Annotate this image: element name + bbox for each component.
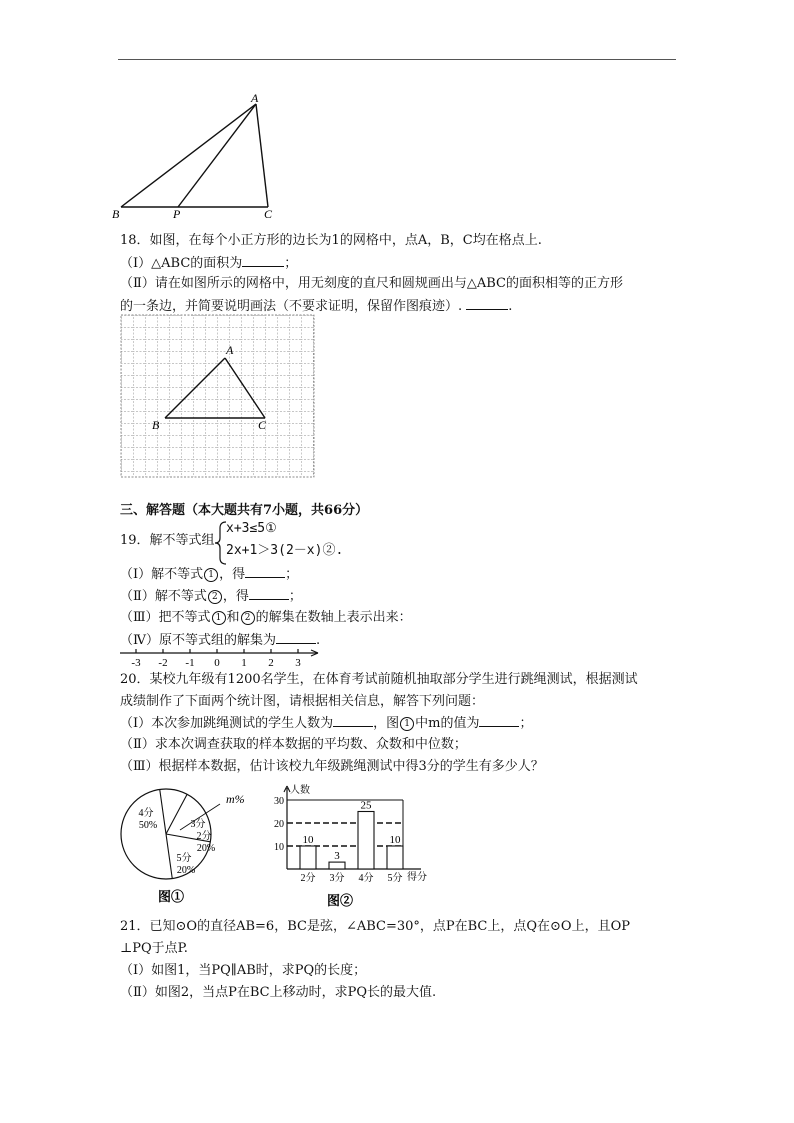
number-line-tick-label: 1 <box>241 657 247 669</box>
pie-slice-label: 2分 <box>196 831 212 842</box>
pie-slice-label: 5分 <box>176 853 192 864</box>
header-rule <box>118 59 676 60</box>
bar-value-label: 10 <box>302 834 314 846</box>
q18-part2-line2: 的一条边，并简要说明画法（不要求证明，保留作图痕迹）. . <box>120 299 513 314</box>
q19-part4: （Ⅳ）原不等式组的解集为 . <box>120 633 321 648</box>
bar-value-label: 25 <box>360 799 372 812</box>
pie-slice-value: 50% <box>138 820 158 831</box>
q21-part2: （Ⅱ）如图2，当点P在BC上移动时，求PQ长的最大值. <box>120 985 437 1000</box>
q21-part1: （Ⅰ）如图1，当PQ∥AB时，求PQ的长度； <box>120 963 367 978</box>
number-line-tick-label: 3 <box>295 657 301 669</box>
q20-line1: 20．某校九年级有1200名学生，在体育考试前随机抽取部分学生进行跳绳测试，根据测试 <box>120 672 638 687</box>
pie-chart <box>118 782 248 907</box>
q21-line2: ⊥PQ于点P. <box>120 941 188 956</box>
label-b: B <box>112 207 120 221</box>
grid-figure <box>118 312 318 480</box>
number-line-tick-label: -1 <box>185 657 195 669</box>
y-tick-label: 30 <box>274 796 284 807</box>
q18-stem: 18．如图，在每个小正方形的边长为1的网格中，点A，B，C均在格点上. <box>120 233 542 248</box>
q19-stem: 19．解不等式组 <box>120 533 215 548</box>
q20-part2: （Ⅱ）求本次调查获取的样本数据的平均数、众数和中位数； <box>120 737 467 752</box>
bar <box>300 846 316 869</box>
number-line-tick-label: -2 <box>158 657 168 669</box>
y-tick-label: 20 <box>274 819 284 830</box>
pie-slice-label: 3分 <box>190 819 206 830</box>
x-tick-label: 2分 <box>300 873 316 884</box>
q18-part2-line1: （Ⅱ）请在如图所示的网格中，用无刻度的直尺和圆规画出与△ABC的面积相等的正方形 <box>120 276 623 291</box>
label-a: A <box>251 91 259 105</box>
grid-label-b: B <box>152 418 160 432</box>
pie-slice-value: m% <box>226 792 245 806</box>
number-line <box>118 647 328 669</box>
q19-inequality-1: x+3≤5① <box>226 521 277 536</box>
q19-inequality-2: 2x+1＞3(2－x)②. <box>226 543 344 558</box>
label-p: P <box>173 207 181 221</box>
number-line-tick-label: 0 <box>214 657 220 669</box>
x-tick-label: 3分 <box>329 873 345 884</box>
y-tick-label: 10 <box>274 842 284 853</box>
pie-caption: 图① <box>158 889 185 904</box>
pie-slice-label: 4分 <box>138 808 154 819</box>
triangle-figure <box>110 88 290 223</box>
q19-part3: （Ⅲ）把不等式 1 和 2 的解集在数轴上表示出来： <box>120 610 412 625</box>
q20-part1: （Ⅰ）本次参加跳绳测试的学生人数为 ，图 1 中m的值为 ； <box>120 716 533 731</box>
pie-slice-value: 20% <box>196 843 216 854</box>
x-tick-label: 5分 <box>387 873 403 884</box>
bar-chart <box>255 782 430 910</box>
bar <box>387 846 403 869</box>
number-line-tick-label: 2 <box>268 657 274 669</box>
q19-part2: （Ⅱ）解不等式 2 ，得 ； <box>120 589 302 604</box>
q18-part1: （Ⅰ）△ABC的面积为 ； <box>120 256 298 271</box>
q19-part1: （Ⅰ）解不等式 1 ，得 ； <box>120 567 299 582</box>
q20-part3: （Ⅲ）根据样本数据，估计该校九年级跳绳测试中得3分的学生有多少人？ <box>120 759 544 774</box>
bar <box>329 862 345 869</box>
pie-slice-value: 20% <box>176 865 196 876</box>
bar-value-label: 3 <box>334 850 340 863</box>
bar-caption: 图② <box>327 893 354 908</box>
bar <box>358 812 374 870</box>
q21-line1: 21．已知⊙O的直径AB=6，BC是弦，∠ABC=30°，点P在BC上，点Q在⊙O上，且OP <box>120 919 630 934</box>
q20-line2: 成绩制作了下面两个统计图，请根据相关信息，解答下列问题： <box>120 694 485 709</box>
y-axis-label: 人数 <box>290 785 310 796</box>
label-c: C <box>264 207 273 221</box>
grid-label-a: A <box>226 343 234 357</box>
number-line-tick-label: -3 <box>131 657 141 669</box>
x-tick-label: 4分 <box>358 873 374 884</box>
grid-label-c: C <box>258 418 267 432</box>
section-title: 三、解答题（本大题共有7小题，共66分） <box>120 503 369 518</box>
bar-value-label: 10 <box>389 834 401 846</box>
x-axis-label: 得分 <box>407 872 427 883</box>
